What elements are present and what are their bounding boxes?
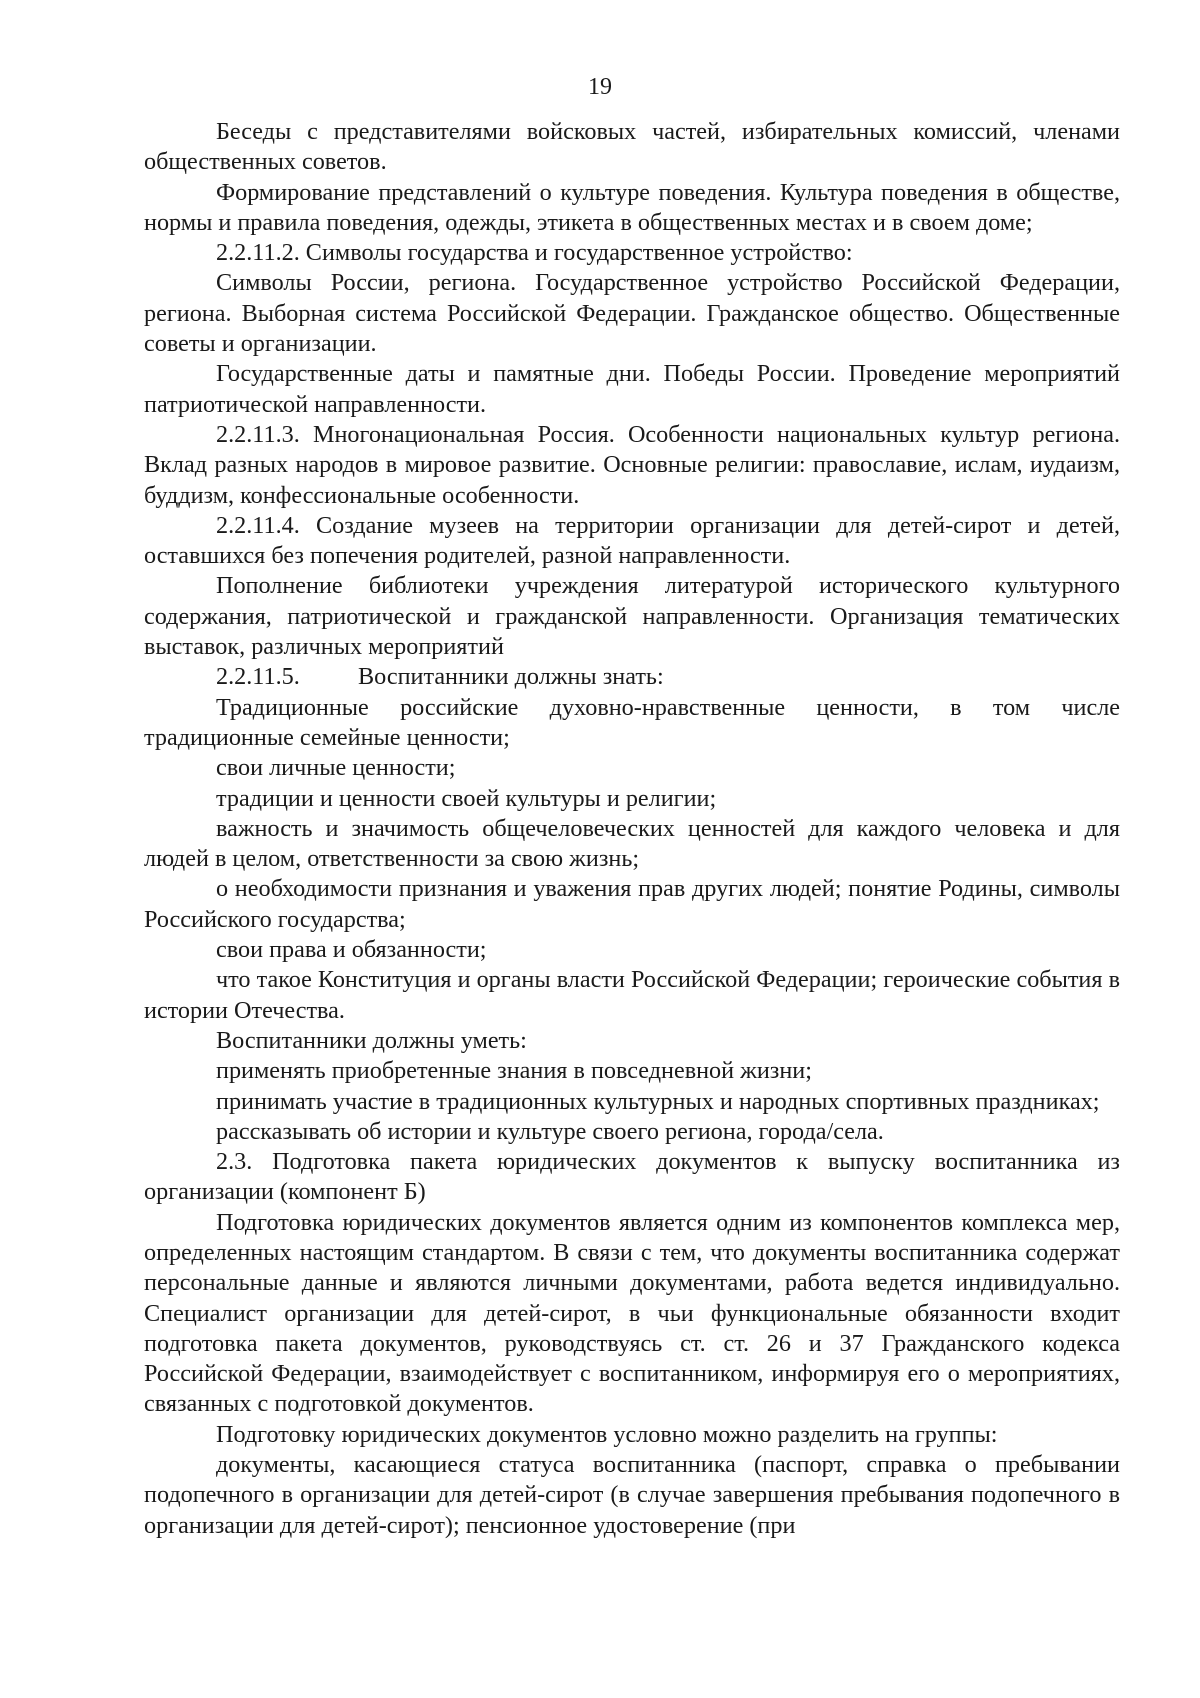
document-body: [144, 117, 1120, 1541]
list-item: свои права и обязанности;: [216, 936, 487, 964]
section-paragraph: 2.2.11.4. Создание музеев на территории организации для детей-сирот и детей, оставшихся без попечения родителей, разной направленности.: [144, 511, 1120, 570]
list-item: традиции и ценности своей культуры и религии;: [216, 784, 717, 812]
section-number: 2.2.11.5.: [216, 663, 300, 691]
section-paragraph: 2.2.11.3. Многонациональная Россия. Особенности национальных культур региона. Вклад разных народов в мировое развитие. Основные религии: православие, ислам, иудаизм, буддизм, конфессиональные особенности.: [144, 420, 1120, 509]
list-item: важность и значимость общечеловеческих ценностей для каждого человека и для людей в целом, ответственности за свою жизнь;: [144, 814, 1120, 873]
list-item: свои личные ценности;: [216, 754, 456, 782]
list-item: применять приобретенные знания в повседневной жизни;: [216, 1057, 812, 1085]
paragraph: Символы России, региона. Государственное устройство Российской Федерации, региона. Выборная система Российской Федерации. Гражданское общество. Общественные советы и организации.: [144, 269, 1120, 358]
section-heading-2-2-11-5: [144, 662, 1120, 692]
paragraph: Подготовка юридических документов является одним из компонентов комплекса мер, определенных настоящим стандартом. В связи с тем, что документы воспитанника содержат персональные данные и являются личными документами, работа ведется индивидуально. Специалист организации для детей-сирот, в чьи функциональные обязанности входит подготовка пакета документов, руководствуясь ст. ст. 26 и 37 Гражданского кодекса Российской Федерации, взаимодействует с воспитанником, информируя его о мероприятиях, связанных с подготовкой документов.: [144, 1208, 1120, 1418]
list-item: Традиционные российские духовно-нравственные ценности, в том числе традиционные семейные ценности;: [144, 693, 1120, 751]
paragraph: Пополнение библиотеки учреждения литературой исторического культурного содержания, патриотической и гражданской направленности. Организация тематических выставок, различных мероприятий: [144, 572, 1120, 661]
page-number: 19: [588, 74, 612, 100]
paragraph: Беседы с представителями войсковых частей, избирательных комиссий, членами общественных советов.: [144, 118, 1120, 176]
paragraph: Формирование представлений о культуре поведения. Культура поведения в обществе, нормы и правила поведения, одежды, этикета в общественных местах и в своем доме;: [144, 178, 1120, 236]
list-item: о необходимости признания и уважения прав других людей; понятие Родины, символы Российского государства;: [144, 875, 1120, 933]
list-item: что такое Конституция и органы власти Российской Федерации; героические события в истории Отечества.: [144, 966, 1120, 1024]
subheading: Воспитанники должны уметь:: [216, 1026, 527, 1054]
paragraph: документы, касающиеся статуса воспитанника (паспорт, справка о пребывании подопечного в организации для детей-сирот (в случае завершения пребывания подопечного в организации для детей-сирот); пенсионное удостоверение (при: [144, 1451, 1120, 1539]
list-item: принимать участие в традиционных культурных и народных спортивных праздниках;: [216, 1087, 1100, 1115]
section-heading: 2.2.11.2. Символы государства и государственное устройство:: [216, 239, 853, 267]
paragraph: Государственные даты и памятные дни. Победы России. Проведение мероприятий патриотической направленности.: [144, 360, 1120, 418]
section-heading-2-3: 2.3. Подготовка пакета юридических документов к выпуску воспитанника из организации (компонент Б): [144, 1148, 1120, 1206]
section-title: Воспитанники должны знать:: [358, 663, 664, 691]
paragraph: Подготовку юридических документов условно можно разделить на группы:: [216, 1420, 998, 1448]
list-item: рассказывать об истории и культуре своего региона, города/села.: [216, 1117, 884, 1145]
